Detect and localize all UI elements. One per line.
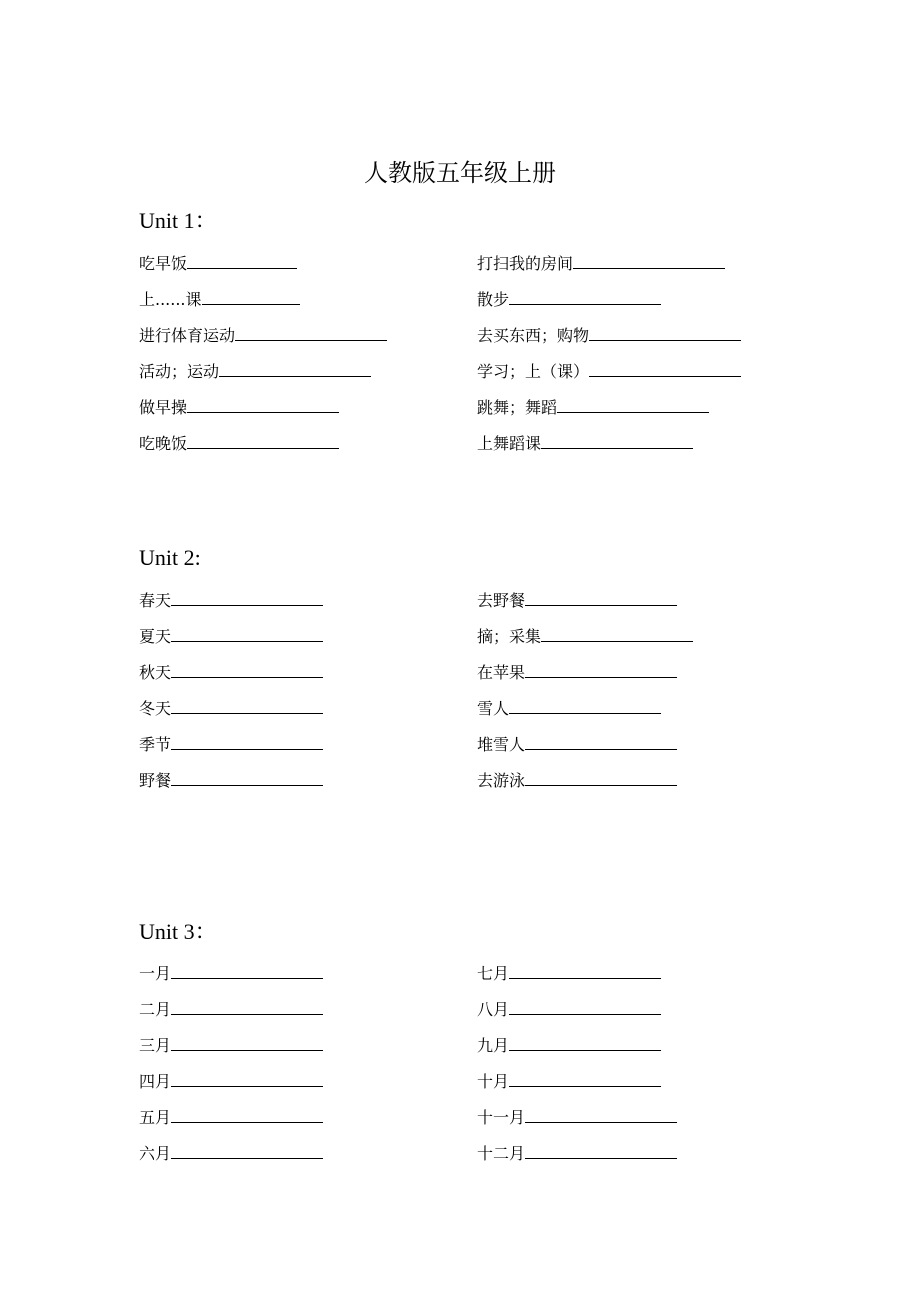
vocab-entry xyxy=(139,362,371,382)
vocab-term: 九月 xyxy=(477,1036,510,1055)
vocab-entry xyxy=(477,362,741,382)
vocab-term: 上......课 xyxy=(139,290,202,309)
vocab-term: 五月 xyxy=(139,1108,172,1127)
vocab-term: 二月 xyxy=(139,1000,172,1019)
vocab-term: 春天 xyxy=(139,591,172,610)
vocab-entry xyxy=(139,290,300,310)
vocab-entry xyxy=(477,771,677,791)
vocab-term: 夏天 xyxy=(139,627,172,646)
answer-blank[interactable] xyxy=(171,1108,323,1123)
vocab-term: 季节 xyxy=(139,735,172,754)
vocab-entry xyxy=(139,771,323,791)
vocab-entry xyxy=(477,290,661,310)
answer-blank[interactable] xyxy=(171,663,323,678)
vocab-term: 吃晚饭 xyxy=(139,434,188,453)
page-title: 人教版五年级上册 xyxy=(364,159,556,187)
vocab-term: 冬天 xyxy=(139,699,172,718)
answer-blank[interactable] xyxy=(171,699,323,714)
answer-blank[interactable] xyxy=(171,591,323,606)
answer-blank[interactable] xyxy=(525,735,677,750)
vocab-entry xyxy=(139,398,339,418)
vocab-entry xyxy=(477,735,677,755)
vocab-entry xyxy=(477,1108,677,1128)
answer-blank[interactable] xyxy=(525,771,677,786)
vocab-term: 六月 xyxy=(139,1144,172,1163)
vocab-term: 去买东西；购物 xyxy=(477,326,590,345)
vocab-entry xyxy=(139,326,387,346)
vocab-term: 进行体育运动 xyxy=(139,326,236,345)
vocab-entry xyxy=(477,434,693,454)
vocab-term: 跳舞；舞蹈 xyxy=(477,398,558,417)
vocab-term: 十二月 xyxy=(477,1144,526,1163)
answer-blank[interactable] xyxy=(509,699,661,714)
vocab-entry xyxy=(139,254,297,274)
vocab-term: 去野餐 xyxy=(477,591,526,610)
vocab-term: 打扫我的房间 xyxy=(477,254,574,273)
vocab-entry xyxy=(139,1108,323,1128)
vocab-entry xyxy=(139,735,323,755)
vocab-term: 做早操 xyxy=(139,398,188,417)
answer-blank[interactable] xyxy=(525,591,677,606)
vocab-term: 四月 xyxy=(139,1072,172,1091)
unit-1-heading: Unit 1： xyxy=(139,208,217,233)
vocab-term: 七月 xyxy=(477,964,510,983)
answer-blank[interactable] xyxy=(573,254,725,269)
vocab-entry xyxy=(477,326,741,346)
answer-blank[interactable] xyxy=(525,1108,677,1123)
answer-blank[interactable] xyxy=(171,1144,323,1159)
vocab-term: 去游泳 xyxy=(477,771,526,790)
vocab-term: 学习；上（课） xyxy=(477,362,590,381)
vocab-entry xyxy=(477,699,661,719)
vocab-entry xyxy=(477,1036,661,1056)
answer-blank[interactable] xyxy=(171,964,323,979)
answer-blank[interactable] xyxy=(509,1072,661,1087)
answer-blank[interactable] xyxy=(171,627,323,642)
answer-blank[interactable] xyxy=(509,964,661,979)
vocab-term: 活动；运动 xyxy=(139,362,220,381)
vocab-entry xyxy=(477,398,709,418)
vocab-entry xyxy=(139,434,339,454)
vocab-entry xyxy=(477,1000,661,1020)
vocab-term: 秋天 xyxy=(139,663,172,682)
answer-blank[interactable] xyxy=(187,434,339,449)
vocab-entry xyxy=(477,1072,661,1092)
answer-blank[interactable] xyxy=(171,771,323,786)
vocab-term: 吃早饭 xyxy=(139,254,188,273)
vocab-entry xyxy=(477,254,725,274)
vocab-term: 散步 xyxy=(477,290,510,309)
vocab-entry xyxy=(139,1036,323,1056)
vocab-term: 雪人 xyxy=(477,699,510,718)
vocab-term: 摘；采集 xyxy=(477,627,542,646)
answer-blank[interactable] xyxy=(171,1000,323,1015)
answer-blank[interactable] xyxy=(235,326,387,341)
answer-blank[interactable] xyxy=(171,735,323,750)
vocab-term: 野餐 xyxy=(139,771,172,790)
vocab-term: 在苹果 xyxy=(477,663,526,682)
vocab-term: 一月 xyxy=(139,964,172,983)
answer-blank[interactable] xyxy=(202,290,300,305)
vocab-entry xyxy=(139,699,323,719)
vocab-entry xyxy=(477,627,693,647)
answer-blank[interactable] xyxy=(187,398,339,413)
answer-blank[interactable] xyxy=(541,434,693,449)
unit-3-heading: Unit 3： xyxy=(139,919,217,944)
answer-blank[interactable] xyxy=(509,1000,661,1015)
vocab-entry xyxy=(477,964,661,984)
vocab-entry xyxy=(477,663,677,683)
answer-blank[interactable] xyxy=(171,1072,323,1087)
vocab-entry xyxy=(139,1000,323,1020)
vocab-term: 十月 xyxy=(477,1072,510,1091)
vocab-entry xyxy=(139,663,323,683)
vocab-entry xyxy=(477,1144,677,1164)
answer-blank[interactable] xyxy=(589,326,741,341)
vocab-term: 八月 xyxy=(477,1000,510,1019)
answer-blank[interactable] xyxy=(509,1036,661,1051)
vocab-entry xyxy=(477,591,677,611)
vocab-entry xyxy=(139,1144,323,1164)
answer-blank[interactable] xyxy=(509,290,661,305)
vocab-term: 上舞蹈课 xyxy=(477,434,542,453)
answer-blank[interactable] xyxy=(525,663,677,678)
answer-blank[interactable] xyxy=(187,254,297,269)
vocab-entry xyxy=(139,591,323,611)
answer-blank[interactable] xyxy=(219,362,371,377)
vocab-term: 三月 xyxy=(139,1036,172,1055)
unit-2-heading: Unit 2: xyxy=(139,545,201,570)
answer-blank[interactable] xyxy=(541,627,693,642)
vocab-term: 十一月 xyxy=(477,1108,526,1127)
vocab-entry xyxy=(139,627,323,647)
vocab-term: 堆雪人 xyxy=(477,735,526,754)
answer-blank[interactable] xyxy=(557,398,709,413)
vocab-entry xyxy=(139,1072,323,1092)
answer-blank[interactable] xyxy=(171,1036,323,1051)
answer-blank[interactable] xyxy=(525,1144,677,1159)
answer-blank[interactable] xyxy=(589,362,741,377)
vocab-entry xyxy=(139,964,323,984)
